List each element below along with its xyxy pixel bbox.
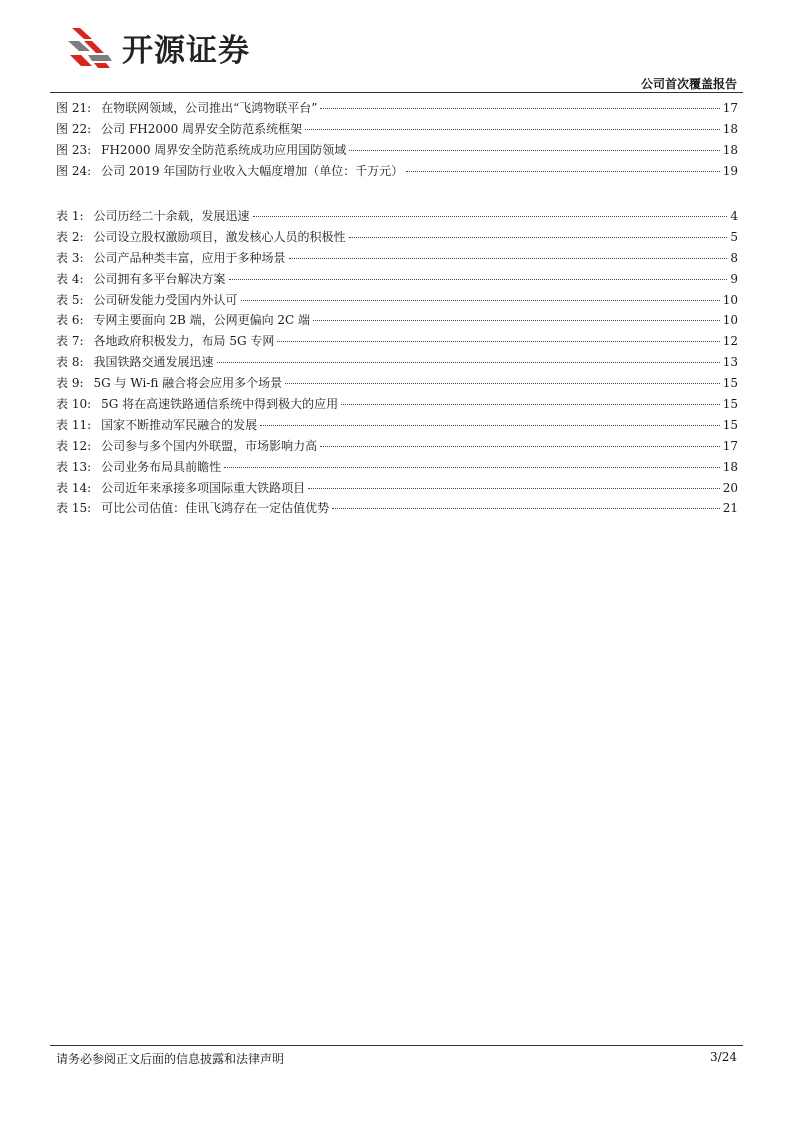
- entry-title: 公司产品种类丰富，应用于多种场景: [93, 250, 286, 265]
- dot-leader: [305, 129, 720, 130]
- table-entry[interactable]: [56, 269, 738, 290]
- entry-title: 公司研发能力受国内外认可: [93, 292, 238, 307]
- table-entry[interactable]: [56, 457, 738, 478]
- entry-title: 我国铁路交通发展迅速: [93, 355, 214, 370]
- entry-page-number: 18: [722, 142, 738, 157]
- entry-page-number: 18: [722, 121, 738, 136]
- entry-title: 各地政府积极发力，布局 5G 专网: [93, 334, 275, 349]
- table-entry[interactable]: [56, 206, 738, 227]
- dot-leader: [320, 446, 720, 447]
- entry-page-number: 17: [722, 101, 738, 115]
- dot-leader: [341, 404, 720, 405]
- entry-title: 公司 2019 年国防行业收入大幅度增加（单位：千万元）: [101, 163, 404, 178]
- entry-page-number: 18: [722, 459, 738, 474]
- entry-label: 表 4:: [56, 271, 84, 286]
- entry-label: 表 15:: [56, 501, 92, 516]
- entry-page-number: 12: [722, 334, 738, 349]
- brand-logo-icon: [66, 24, 114, 70]
- table-entry[interactable]: [56, 436, 738, 457]
- dot-leader: [217, 362, 720, 363]
- footer-divider: [50, 1045, 743, 1046]
- dot-leader: [308, 488, 720, 489]
- entry-title: 公司业务布局具前瞻性: [101, 459, 222, 474]
- report-type-label: 公司首次覆盖报告: [640, 77, 737, 91]
- entry-label: 图 24:: [56, 163, 92, 178]
- entry-page-number: 19: [722, 163, 738, 178]
- entry-page-number: 21: [722, 501, 738, 516]
- entry-label: 表 1:: [56, 209, 84, 223]
- dot-leader: [332, 508, 720, 509]
- entry-label: 表 2:: [56, 229, 84, 244]
- entry-label: 表 9:: [56, 376, 84, 391]
- entry-page-number: 10: [722, 292, 738, 307]
- entry-title: 公司 FH2000 周界安全防范系统框架: [101, 121, 303, 136]
- dot-leader: [349, 150, 719, 151]
- entry-page-number: 5: [730, 229, 738, 244]
- table-entry[interactable]: [56, 478, 738, 499]
- entry-label: 表 6:: [56, 313, 84, 328]
- figure-entry[interactable]: [56, 161, 738, 182]
- entry-label: 表 13:: [56, 459, 92, 474]
- entry-page-number: 15: [722, 417, 738, 432]
- dot-leader: [277, 341, 719, 342]
- table-entry[interactable]: [56, 310, 738, 331]
- entry-page-number: 9: [730, 271, 738, 286]
- entry-page-number: 13: [722, 355, 738, 370]
- figure-entry[interactable]: [56, 119, 738, 140]
- dot-leader: [349, 237, 728, 238]
- dot-leader: [313, 320, 720, 321]
- entry-title: 5G 与 Wi-fi 融合将会应用多个场景: [93, 376, 283, 391]
- dot-leader: [229, 279, 728, 280]
- entry-label: 图 23:: [56, 142, 92, 157]
- entry-label: 图 21:: [56, 101, 92, 115]
- figure-entry[interactable]: [56, 98, 738, 119]
- dot-leader: [260, 425, 720, 426]
- table-entry[interactable]: [56, 394, 738, 415]
- entry-page-number: 8: [730, 250, 738, 265]
- table-entry[interactable]: [56, 415, 738, 436]
- brand-logo: [66, 24, 250, 70]
- entry-title: 可比公司估值：佳讯飞鸿存在一定估值优势: [101, 501, 330, 516]
- entry-title: 公司近年来承接多项国际重大铁路项目: [101, 480, 306, 495]
- entry-label: 图 22:: [56, 121, 92, 136]
- table-entry[interactable]: [56, 373, 738, 394]
- table-entry[interactable]: [56, 352, 738, 373]
- entry-label: 表 10:: [56, 397, 92, 412]
- table-entry[interactable]: [56, 498, 738, 519]
- entry-title: 国家不断推动军民融合的发展: [101, 417, 258, 432]
- entry-title: 公司拥有多平台解决方案: [93, 271, 226, 286]
- table-entry[interactable]: [56, 331, 738, 352]
- entry-page-number: 15: [722, 376, 738, 391]
- entry-title: 公司历经二十余载，发展迅速: [93, 209, 250, 223]
- footer-disclaimer: 请务必参阅正文后面的信息披露和法律声明: [56, 1052, 285, 1066]
- entry-label: 表 7:: [56, 334, 84, 349]
- table-list: [56, 206, 738, 519]
- entry-title: 5G 将在高速铁路通信系统中得到极大的应用: [101, 397, 339, 412]
- entry-label: 表 5:: [56, 292, 84, 307]
- table-entry[interactable]: [56, 290, 738, 311]
- header-divider: [50, 92, 743, 93]
- dot-leader: [241, 300, 720, 301]
- entry-label: 表 11:: [56, 417, 92, 432]
- figure-list: [56, 98, 738, 182]
- dot-leader: [289, 258, 728, 259]
- dot-leader: [285, 383, 720, 384]
- brand-name: 开源证券: [122, 32, 250, 69]
- entry-title: 专网主要面向 2B 端，公网更偏向 2C 端: [93, 313, 311, 328]
- dot-leader: [320, 108, 719, 109]
- table-entry[interactable]: [56, 227, 738, 248]
- entry-title: 在物联网领域，公司推出“飞鸿物联平台”: [101, 101, 318, 115]
- entry-page-number: 10: [722, 313, 738, 328]
- entry-label: 表 12:: [56, 438, 92, 453]
- entry-label: 表 14:: [56, 480, 92, 495]
- entry-label: 表 3:: [56, 250, 84, 265]
- table-entry[interactable]: [56, 248, 738, 269]
- dot-leader: [406, 171, 719, 172]
- figure-entry[interactable]: [56, 140, 738, 161]
- entry-page-number: 15: [722, 397, 738, 412]
- dot-leader: [253, 216, 728, 217]
- dot-leader: [224, 467, 720, 468]
- entry-page-number: 4: [730, 209, 738, 223]
- entry-label: 表 8:: [56, 355, 84, 370]
- entry-title: FH2000 周界安全防范系统成功应用国防领域: [101, 142, 347, 157]
- entry-page-number: 17: [722, 438, 738, 453]
- entry-title: 公司设立股权激励项目，激发核心人员的积极性: [93, 229, 346, 244]
- page-number: 3/24: [710, 1050, 737, 1064]
- entry-page-number: 20: [722, 480, 738, 495]
- entry-title: 公司参与多个国内外联盟，市场影响力高: [101, 438, 318, 453]
